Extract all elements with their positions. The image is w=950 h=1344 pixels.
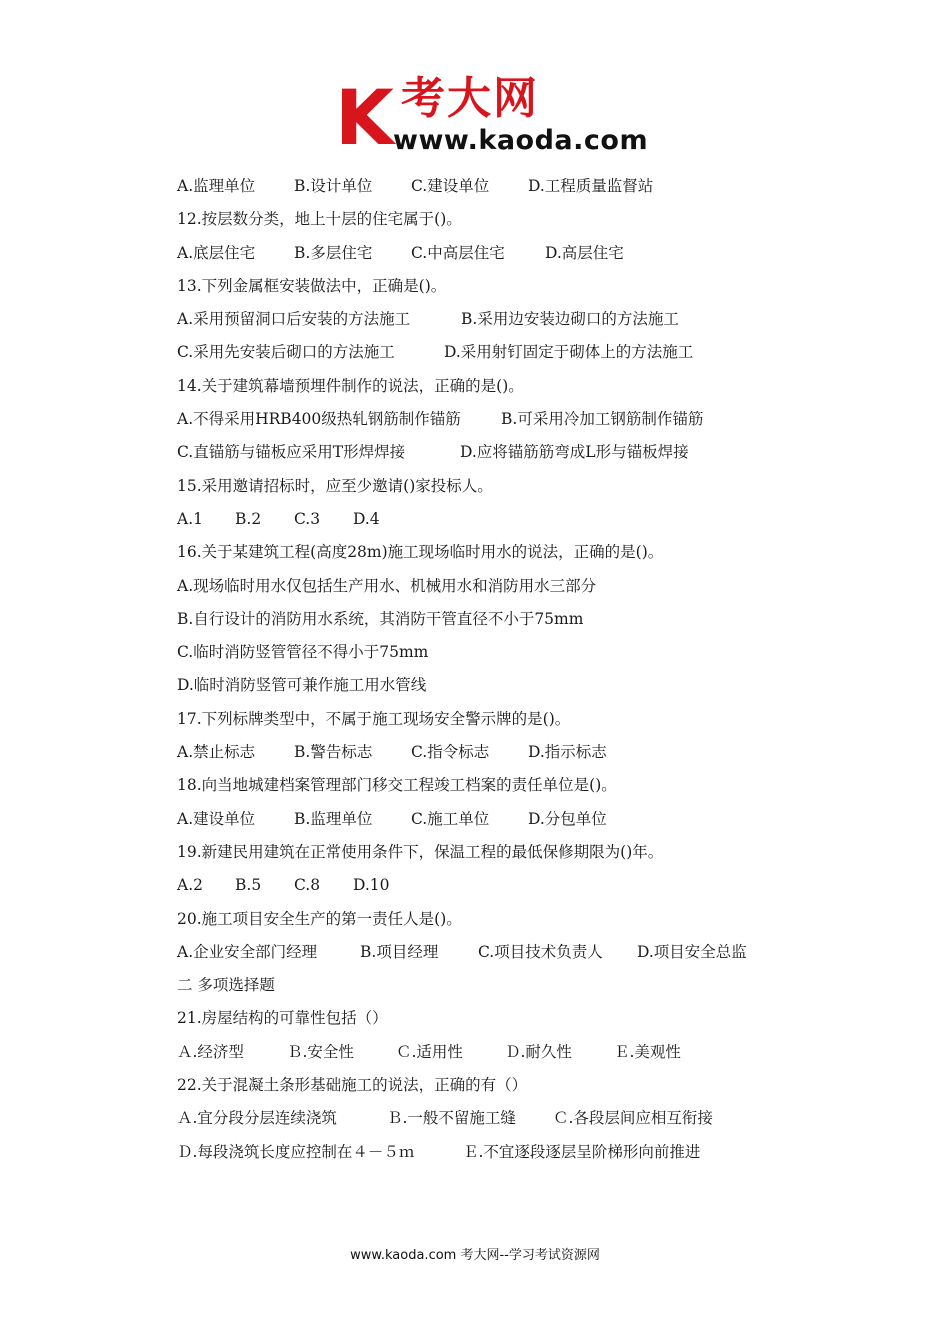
question-line (177, 1002, 877, 1035)
option-text: D.项目安全总监 (637, 942, 747, 961)
page-footer: www.kaoda.com 考大网--学习考试资源网 (350, 1248, 600, 1263)
option-row (177, 336, 877, 369)
question-text: D.临时消防竖管可兼作施工用水管线 (177, 676, 427, 695)
option-text: A.1 (177, 509, 203, 528)
question-line (177, 769, 877, 802)
option-row (177, 1102, 877, 1135)
question-line (177, 603, 877, 636)
question-line (177, 703, 877, 736)
option-text: D.4 (353, 509, 380, 528)
option-text: Ｃ.适用性 (396, 1042, 463, 1061)
option-text: B.采用边安装边砌口的方法施工 (461, 310, 679, 329)
question-text: A.现场临时用水仅包括生产用水、机械用水和消防用水三部分 (177, 576, 597, 595)
question-text: 16.关于某建筑工程(高度28m)施工现场临时用水的说法，正确的是()。 (177, 543, 664, 562)
option-row (177, 1036, 877, 1069)
option-text: C.指令标志 (411, 743, 490, 762)
logo-k-mark: K (335, 73, 392, 162)
option-text: D.10 (353, 876, 390, 895)
option-text: C.中高层住宅 (411, 243, 505, 262)
option-text: C.采用先安装后砌口的方法施工 (177, 343, 395, 362)
option-row (177, 869, 877, 902)
option-text: D.工程质量监督站 (528, 177, 654, 195)
question-text: 12.按层数分类，地上十层的住宅属于()。 (177, 210, 462, 229)
option-text: D.高层住宅 (545, 243, 624, 262)
option-text: Ａ.经济型 (177, 1042, 244, 1061)
question-text: 15.采用邀请招标时，应至少邀请()家投标人。 (177, 476, 493, 495)
question-text: 17.下列标牌类型中，不属于施工现场安全警示牌的是()。 (177, 709, 571, 728)
option-text: B.监理单位 (294, 809, 373, 828)
option-text: C.直锚筋与锚板应采用T形焊焊接 (177, 443, 406, 462)
question-line (177, 1069, 877, 1102)
question-line (177, 470, 877, 503)
question-text: 13.下列金属框安装做法中，正确是()。 (177, 276, 447, 295)
question-line (177, 203, 877, 236)
option-text: A.建设单位 (177, 809, 256, 828)
question-text: 20.施工项目安全生产的第一责任人是()。 (177, 909, 462, 928)
question-line (177, 669, 877, 702)
option-text: A.企业安全部门经理 (177, 942, 318, 961)
option-text: A.不得采用HRB400级热轧钢筋制作锚筋 (177, 410, 461, 429)
question-text: 22.关于混凝土条形基础施工的说法，正确的有（） (177, 1076, 528, 1095)
option-text: Ａ.宜分段分层连续浇筑 (177, 1109, 337, 1128)
option-row (177, 170, 877, 203)
question-line (177, 969, 877, 1002)
option-row (177, 803, 877, 836)
option-text: D.指示标志 (528, 743, 607, 762)
option-text: A.监理单位 (177, 177, 256, 195)
option-text: Ｄ.每段浇筑长度应控制在４－５ｍ (177, 1142, 415, 1161)
option-row (177, 436, 877, 469)
option-text: C.施工单位 (411, 809, 490, 828)
option-text: Ｅ.不宜逐段逐层呈阶梯形向前推进 (463, 1142, 701, 1161)
logo-url: www.kaoda.com (393, 125, 649, 156)
question-text: 19.新建民用建筑在正常使用条件下，保温工程的最低保修期限为()年。 (177, 842, 664, 861)
question-text: 14.关于建筑幕墙预埋件制作的说法，正确的是()。 (177, 376, 524, 395)
option-text: A.禁止标志 (177, 743, 256, 762)
option-text: D.分包单位 (528, 809, 607, 828)
question-text: C.临时消防竖管管径不得小于75mm (177, 643, 429, 662)
option-text: B.警告标志 (294, 743, 373, 762)
option-text: B.设计单位 (294, 177, 373, 195)
question-line (177, 636, 877, 669)
question-line (177, 836, 877, 869)
option-text: D.采用射钉固定于砌体上的方法施工 (444, 343, 694, 362)
option-row (177, 736, 877, 769)
kaoda-logo (335, 74, 655, 160)
option-text: D.应将锚筋筋弯成L形与锚板焊接 (460, 443, 689, 462)
option-text: Ｂ.安全性 (287, 1042, 354, 1061)
option-text: A.底层住宅 (177, 243, 256, 262)
option-text: Ｂ.一般不留施工缝 (387, 1109, 516, 1128)
option-row (177, 1136, 877, 1169)
question-text: 18.向当地城建档案管理部门移交工程竣工档案的责任单位是()。 (177, 776, 617, 795)
question-line (177, 903, 877, 936)
option-text: B.多层住宅 (294, 243, 373, 262)
option-text: C.3 (294, 509, 321, 528)
question-line (177, 370, 877, 403)
option-text: C.建设单位 (411, 177, 490, 195)
question-line (177, 270, 877, 303)
logo-title: 考大网 (401, 73, 539, 124)
question-text: B.自行设计的消防用水系统，其消防干管直径不小于75mm (177, 609, 584, 628)
question-content (177, 170, 877, 1169)
option-row (177, 303, 877, 336)
option-text: C.项目技术负责人 (478, 942, 603, 961)
option-text: Ｄ.耐久性 (505, 1042, 572, 1061)
option-text: Ｅ.美观性 (614, 1042, 681, 1061)
option-text: B.2 (235, 509, 262, 528)
option-text: B.项目经理 (360, 942, 439, 961)
question-text: 二 多项选择题 (177, 976, 275, 995)
option-text: A.2 (177, 876, 203, 895)
question-line (177, 570, 877, 603)
option-text: A.采用预留洞口后安装的方法施工 (177, 310, 411, 329)
option-text: Ｃ.各段层间应相互衔接 (553, 1109, 713, 1128)
option-row (177, 403, 877, 436)
question-text: 21.房屋结构的可靠性包括（） (177, 1009, 388, 1028)
option-text: B.5 (235, 876, 262, 895)
option-row (177, 936, 877, 969)
option-row (177, 237, 877, 270)
option-text: B.可采用冷加工钢筋制作锚筋 (501, 410, 704, 429)
option-text: C.8 (294, 876, 321, 895)
question-line (177, 536, 877, 569)
option-row (177, 503, 877, 536)
